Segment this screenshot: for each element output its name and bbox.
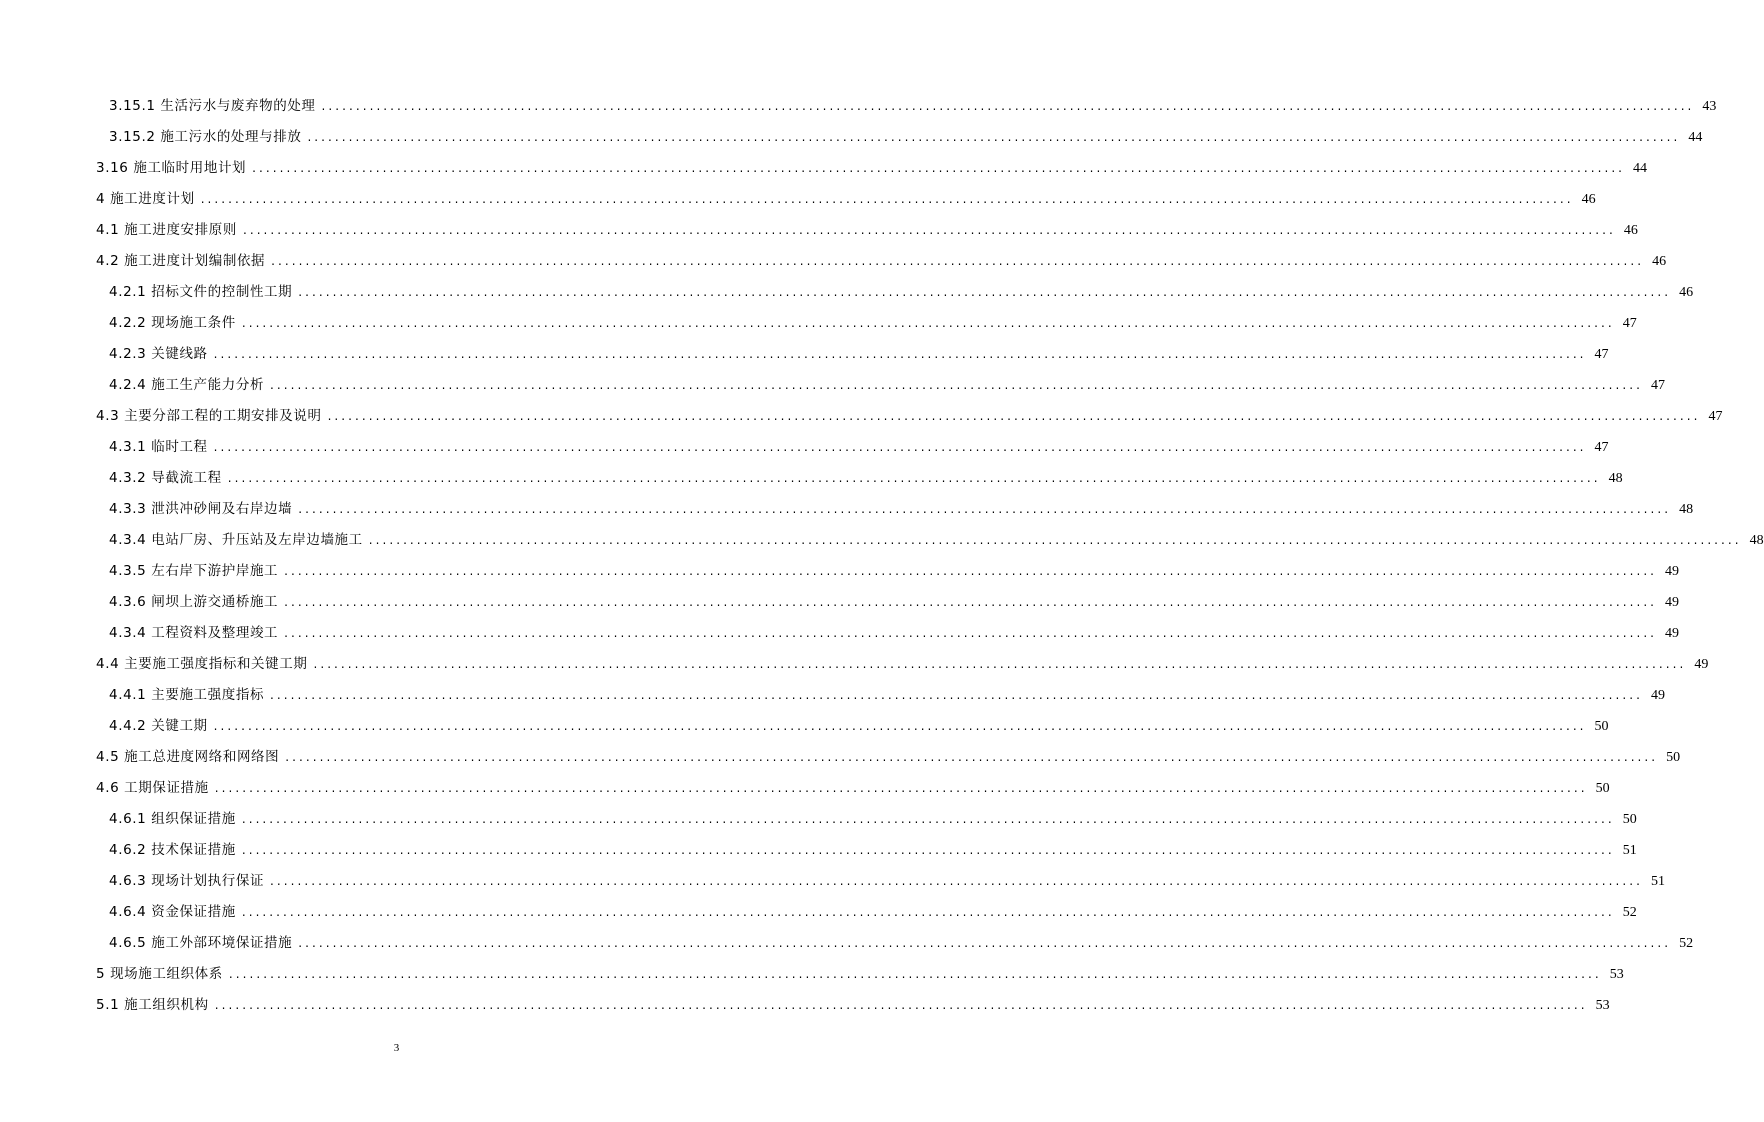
toc-entry[interactable] bbox=[96, 652, 1709, 683]
toc-entry-title: 4.6.4 资金保证措施 bbox=[109, 904, 236, 920]
toc-entry-title: 4.6.2 技术保证措施 bbox=[109, 842, 236, 858]
toc-entry[interactable] bbox=[96, 94, 1717, 125]
toc-entry-page-number: 49 bbox=[1650, 688, 1665, 703]
toc-entry-page-number: 53 bbox=[1595, 998, 1610, 1013]
toc-entry-page-number: 51 bbox=[1622, 843, 1637, 858]
toc-entry-title: 4.3.6 闸坝上游交通桥施工 bbox=[109, 594, 279, 610]
toc-entry-page-number: 53 bbox=[1609, 967, 1624, 982]
toc-entry[interactable] bbox=[96, 342, 1609, 373]
toc-entry-title: 3.15.2 施工污水的处理与排放 bbox=[109, 129, 302, 145]
toc-entry-page-number: 47 bbox=[1708, 409, 1723, 424]
toc-entry-page-number: 50 bbox=[1594, 719, 1609, 734]
toc-entry-page-number: 50 bbox=[1595, 781, 1610, 796]
toc-entry-page-number: 47 bbox=[1594, 347, 1609, 362]
toc-entry[interactable] bbox=[96, 187, 1596, 218]
toc-dot-leader: ........................................................................................................................................................................................................ bbox=[241, 905, 1615, 919]
toc-entry[interactable] bbox=[96, 869, 1665, 900]
toc-entry[interactable] bbox=[96, 435, 1609, 466]
toc-entry-title: 4.2.1 招标文件的控制性工期 bbox=[109, 284, 293, 300]
toc-entry[interactable] bbox=[96, 156, 1648, 187]
toc-dot-leader: ........................................................................................................................................................................................................ bbox=[298, 502, 1672, 516]
toc-entry-title: 4.2.3 关键线路 bbox=[109, 346, 208, 362]
toc-entry-title: 4.1 施工进度安排原则 bbox=[96, 222, 237, 238]
toc-entry-page-number: 52 bbox=[1622, 905, 1637, 920]
toc-entry-page-number: 46 bbox=[1623, 223, 1638, 238]
toc-entry[interactable] bbox=[96, 931, 1694, 962]
toc-dot-leader: ........................................................................................................................................................................................................ bbox=[270, 688, 1643, 702]
toc-entry-page-number: 51 bbox=[1650, 874, 1665, 889]
toc-entry[interactable] bbox=[96, 125, 1703, 156]
toc-entry-title: 4 施工进度计划 bbox=[96, 191, 195, 207]
table-of-contents bbox=[96, 94, 1764, 1024]
toc-entry[interactable] bbox=[96, 621, 1680, 652]
toc-entry-page-number: 44 bbox=[1688, 130, 1703, 145]
toc-dot-leader: ........................................................................................................................................................................................................ bbox=[327, 409, 1701, 423]
toc-entry-title: 4.3.1 临时工程 bbox=[109, 439, 208, 455]
toc-entry-page-number: 49 bbox=[1694, 657, 1709, 672]
toc-entry[interactable] bbox=[96, 900, 1637, 931]
toc-entry[interactable] bbox=[96, 218, 1638, 249]
toc-dot-leader: ........................................................................................................................................................................................................ bbox=[214, 998, 1588, 1012]
toc-dot-leader: ........................................................................................................................................................................................................ bbox=[241, 812, 1615, 826]
toc-entry[interactable] bbox=[96, 373, 1665, 404]
toc-entry[interactable] bbox=[96, 559, 1680, 590]
toc-entry-title: 4.4.1 主要施工强度指标 bbox=[109, 687, 265, 703]
toc-entry-title: 4.5 施工总进度网络和网络图 bbox=[96, 749, 280, 765]
toc-entry[interactable] bbox=[96, 590, 1680, 621]
toc-entry[interactable] bbox=[96, 311, 1637, 342]
toc-entry-title: 3.15.1 生活污水与废弃物的处理 bbox=[109, 98, 316, 114]
toc-entry-title: 4.3.5 左右岸下游护岸施工 bbox=[109, 563, 279, 579]
toc-entry[interactable] bbox=[96, 528, 1764, 559]
toc-entry-page-number: 47 bbox=[1650, 378, 1665, 393]
toc-entry[interactable] bbox=[96, 838, 1637, 869]
toc-dot-leader: ........................................................................................................................................................................................................ bbox=[241, 316, 1615, 330]
toc-entry[interactable] bbox=[96, 280, 1694, 311]
toc-entry-title: 4.2.2 现场施工条件 bbox=[109, 315, 236, 331]
toc-entry-page-number: 49 bbox=[1665, 595, 1680, 610]
toc-entry-page-number: 46 bbox=[1581, 192, 1596, 207]
toc-entry-page-number: 44 bbox=[1633, 161, 1648, 176]
toc-entry-title: 4.2 施工进度计划编制依据 bbox=[96, 253, 266, 269]
toc-entry-title: 4.3.4 电站厂房、升压站及左岸边墙施工 bbox=[109, 532, 363, 548]
toc-dot-leader: ........................................................................................................................................................................................................ bbox=[270, 378, 1643, 392]
toc-dot-leader: ........................................................................................................................................................................................................ bbox=[321, 99, 1695, 113]
toc-dot-leader: ........................................................................................................................................................................................................ bbox=[298, 936, 1672, 950]
toc-entry-title: 5.1 施工组织机构 bbox=[96, 997, 209, 1013]
toc-entry[interactable] bbox=[96, 466, 1623, 497]
toc-entry[interactable] bbox=[96, 993, 1610, 1024]
toc-entry[interactable] bbox=[96, 714, 1609, 745]
toc-entry-title: 4.3 主要分部工程的工期安排及说明 bbox=[96, 408, 322, 424]
toc-dot-leader: ........................................................................................................................................................................................................ bbox=[213, 440, 1587, 454]
toc-entry-page-number: 52 bbox=[1679, 936, 1694, 951]
toc-dot-leader: ........................................................................................................................................................................................................ bbox=[252, 161, 1626, 175]
toc-entry-page-number: 50 bbox=[1622, 812, 1637, 827]
toc-entry-title: 4.3.2 导截流工程 bbox=[109, 470, 222, 486]
toc-entry-title: 3.16 施工临时用地计划 bbox=[96, 160, 247, 176]
toc-dot-leader: ........................................................................................................................................................................................................ bbox=[284, 564, 1658, 578]
toc-entry-title: 4.6.5 施工外部环境保证措施 bbox=[109, 935, 293, 951]
toc-entry-page-number: 47 bbox=[1622, 316, 1637, 331]
toc-entry-page-number: 47 bbox=[1594, 440, 1609, 455]
toc-entry[interactable] bbox=[96, 776, 1610, 807]
toc-entry-page-number: 50 bbox=[1666, 750, 1681, 765]
toc-dot-leader: ........................................................................................................................................................................................................ bbox=[368, 533, 1742, 547]
toc-entry[interactable] bbox=[96, 807, 1637, 838]
toc-dot-leader: ........................................................................................................................................................................................................ bbox=[284, 595, 1658, 609]
toc-entry-title: 4.4 主要施工强度指标和关键工期 bbox=[96, 656, 308, 672]
toc-entry-title: 4.6.3 现场计划执行保证 bbox=[109, 873, 265, 889]
toc-dot-leader: ........................................................................................................................................................................................................ bbox=[313, 657, 1687, 671]
toc-entry-page-number: 49 bbox=[1665, 626, 1680, 641]
toc-entry-title: 4.6.1 组织保证措施 bbox=[109, 811, 236, 827]
toc-entry-page-number: 49 bbox=[1665, 564, 1680, 579]
toc-entry[interactable] bbox=[96, 404, 1723, 435]
toc-dot-leader: ........................................................................................................................................................................................................ bbox=[213, 347, 1587, 361]
toc-entry[interactable] bbox=[96, 249, 1667, 280]
toc-entry-page-number: 48 bbox=[1608, 471, 1623, 486]
toc-entry-page-number: 46 bbox=[1652, 254, 1667, 269]
toc-dot-leader: ........................................................................................................................................................................................................ bbox=[213, 719, 1587, 733]
toc-entry-page-number: 48 bbox=[1749, 533, 1764, 548]
toc-entry[interactable] bbox=[96, 497, 1694, 528]
toc-entry[interactable] bbox=[96, 683, 1665, 714]
toc-entry-title: 4.4.2 关键工期 bbox=[109, 718, 208, 734]
toc-entry[interactable] bbox=[96, 962, 1624, 993]
toc-entry-page-number: 43 bbox=[1702, 99, 1717, 114]
toc-entry-page-number: 46 bbox=[1679, 285, 1694, 300]
toc-dot-leader: ........................................................................................................................................................................................................ bbox=[271, 254, 1645, 268]
toc-dot-leader: ........................................................................................................................................................................................................ bbox=[285, 750, 1659, 764]
toc-entry-title: 5 现场施工组织体系 bbox=[96, 966, 223, 982]
toc-dot-leader: ........................................................................................................................................................................................................ bbox=[298, 285, 1672, 299]
toc-dot-leader: ........................................................................................................................................................................................................ bbox=[241, 843, 1615, 857]
toc-entry[interactable] bbox=[96, 745, 1681, 776]
toc-entry-title: 4.3.3 泄洪冲砂闸及右岸边墙 bbox=[109, 501, 293, 517]
toc-dot-leader: ........................................................................................................................................................................................................ bbox=[200, 192, 1574, 206]
toc-dot-leader: ........................................................................................................................................................................................................ bbox=[214, 781, 1588, 795]
toc-dot-leader: ........................................................................................................................................................................................................ bbox=[307, 130, 1681, 144]
toc-entry-page-number: 48 bbox=[1679, 502, 1694, 517]
toc-entry-title: 4.3.4 工程资料及整理竣工 bbox=[109, 625, 279, 641]
toc-dot-leader: ........................................................................................................................................................................................................ bbox=[242, 223, 1616, 237]
toc-dot-leader: ........................................................................................................................................................................................................ bbox=[227, 471, 1601, 485]
toc-dot-leader: ........................................................................................................................................................................................................ bbox=[270, 874, 1643, 888]
toc-entry-title: 4.6 工期保证措施 bbox=[96, 780, 209, 796]
page-number: 3 bbox=[393, 1042, 400, 1054]
toc-dot-leader: ........................................................................................................................................................................................................ bbox=[284, 626, 1658, 640]
toc-dot-leader: ........................................................................................................................................................................................................ bbox=[228, 967, 1602, 981]
toc-entry-title: 4.2.4 施工生产能力分析 bbox=[109, 377, 265, 393]
